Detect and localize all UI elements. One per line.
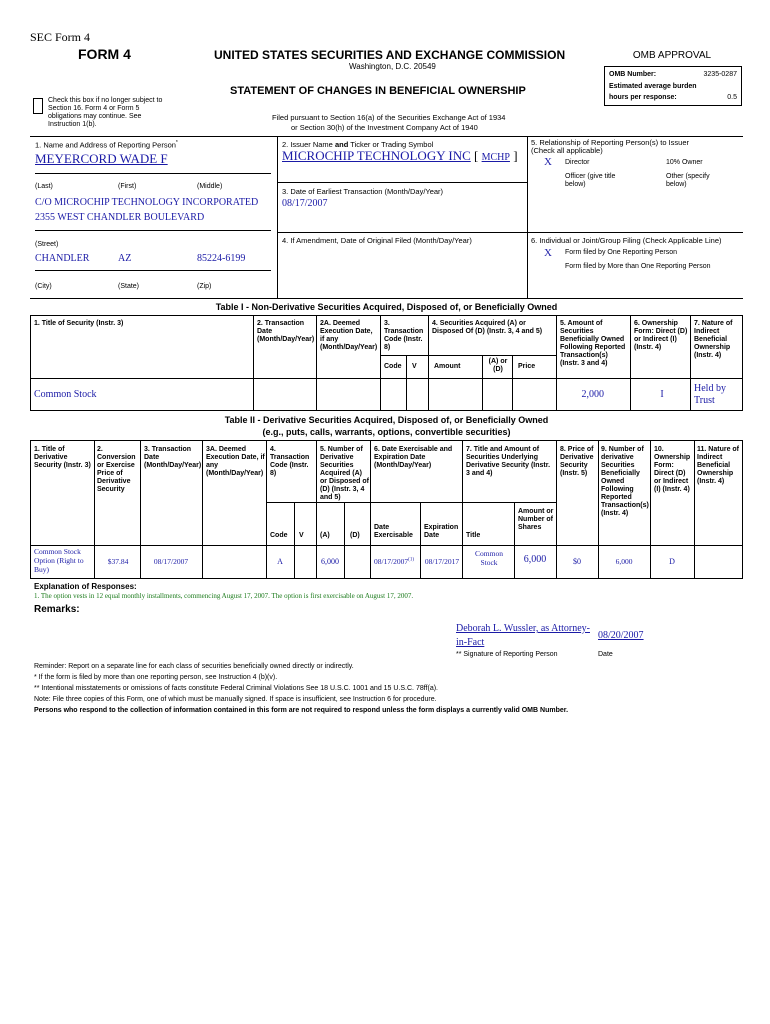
t2-h11: 11. Nature of Indirect Beneficial Ownership (Instr. 4) xyxy=(697,446,740,485)
t2-h5: 5. Number of Derivative Securities Acquired (A) or Disposed of (D) (Instr. 3, 4 and 5) xyxy=(320,446,370,501)
t1-h3: 3. Transaction Code (Instr. 8) xyxy=(384,320,424,351)
omb-number-value: 3235-0287 xyxy=(703,71,737,78)
director-x[interactable]: X xyxy=(544,156,552,168)
t1-row-amount-owned: 2,000 xyxy=(581,389,604,400)
zip-label: (Zip) xyxy=(197,283,212,290)
first-label: (First) xyxy=(118,183,137,190)
t2-h1: 1. Title of Derivative Security (Instr. 3) xyxy=(34,446,91,469)
no-longer-subject-checkbox[interactable] xyxy=(33,98,43,114)
filed-pursuant-1: Filed pursuant to Section 16(a) of the Securities Exchange Act of 1934 xyxy=(272,113,506,122)
ticker-symbol[interactable]: MCHP xyxy=(481,152,510,163)
address-line-2: 2355 WEST CHANDLER BOULEVARD xyxy=(35,212,205,223)
street-label: (Street) xyxy=(35,241,59,248)
t2-row-ownership: D xyxy=(669,557,675,566)
t2-sub-amount: Amount or Number of Shares xyxy=(518,508,554,531)
t1-h2: 2. Transaction Date (Month/Day/Year) xyxy=(257,320,315,343)
t1-sub-code: Code xyxy=(384,363,402,370)
table2-title-1: Table II - Derivative Securities Acquired, Disposed of, or Beneficially Owned xyxy=(224,415,549,425)
omb-title: OMB APPROVAL xyxy=(632,50,712,61)
t2-row-title: Common Stock Option (Right to Buy) xyxy=(34,547,84,574)
statement-title: STATEMENT OF CHANGES IN BENEFICIAL OWNERSHIP xyxy=(230,85,526,97)
t1-row-nature: Held by Trust xyxy=(694,383,726,406)
middle-label: (Middle) xyxy=(197,183,223,190)
box3-label: 3. Date of Earliest Transaction (Month/Day/Year) xyxy=(282,187,444,196)
t1-row-title: Common Stock xyxy=(34,389,97,400)
omb-number-label: OMB Number: xyxy=(609,71,657,78)
signature-label: ** Signature of Reporting Person xyxy=(456,651,558,658)
date-label: Date xyxy=(598,651,613,658)
t2-sub-d: (D) xyxy=(350,532,360,539)
t2-row-deriv-price: $0 xyxy=(573,557,581,566)
t2-row-exercisable: 08/17/2007$^{(1)}$ xyxy=(374,557,415,566)
omb-hours-label: hours per response: xyxy=(609,94,677,101)
note-omb: Persons who respond to the collection of information contained in this form are not required to respond unless the form displays a currently valid OMB Number. xyxy=(34,707,569,714)
officer-label: Officer (give title below) xyxy=(565,173,616,188)
t1-h6: 6. Ownership Form: Direct (D) or Indirect (I) (Instr. 4) xyxy=(634,320,688,351)
city-value: CHANDLER xyxy=(35,253,90,264)
t1-h1: 1. Title of Security (Instr. 3) xyxy=(34,320,124,327)
t2-h9: 9. Number of derivative Securities Beneficially Owned Following Reported Transaction(s) (Instr. 4) xyxy=(601,446,649,517)
reporting-person-name[interactable]: MEYERCORD WADE F xyxy=(35,151,168,166)
t2-sub-title: Title xyxy=(466,532,481,539)
t2-sub-v: V xyxy=(299,532,304,539)
sec-form-label: SEC Form 4 xyxy=(30,30,91,44)
t2-row-underlying-title: Common Stock xyxy=(475,549,503,567)
t2-h6: 6. Date Exercisable and Expiration Date (Month/Day/Year) xyxy=(374,446,453,469)
t2-row-code: A xyxy=(277,557,283,566)
t2-h7: 7. Title and Amount of Securities Underlying Derivative Security (Instr. 3 and 4) xyxy=(466,446,551,477)
t1-sub-amount: Amount xyxy=(434,363,461,370)
explanation-label: Explanation of Responses: xyxy=(34,582,137,591)
t2-sub-a: (A) xyxy=(320,532,330,539)
filed-pursuant-2: or Section 30(h) of the Investment Company Act of 1940 xyxy=(291,123,478,132)
other-label: Other (specify below) xyxy=(666,173,710,188)
omb-hours-value: 0.5 xyxy=(727,94,737,101)
state-label: (State) xyxy=(118,283,140,290)
remarks-label: Remarks: xyxy=(34,604,80,615)
omb-burden-label: Estimated average burden xyxy=(609,83,697,90)
director-label: Director xyxy=(565,159,590,166)
t2-row-acquired: 6,000 xyxy=(321,557,339,566)
t1-sub-v: V xyxy=(412,363,417,370)
table2-title-2: (e.g., puts, calls, warrants, options, convertible securities) xyxy=(262,427,511,437)
t2-row-underlying-amount: 6,000 xyxy=(523,554,547,565)
box4-label: 4. If Amendment, Date of Original Filed (Month/Day/Year) xyxy=(282,236,472,245)
note-criminal: ** Intentional misstatements or omissions of facts constitute Federal Criminal Violations See 18 U.S.C. 1001 and 15 U.S.C. 78ff(a). xyxy=(34,685,438,692)
agency-title: UNITED STATES SECURITIES AND EXCHANGE COMMISSION xyxy=(214,48,566,62)
t2-h10: 10. Ownership Form: Direct (D) or Indirect (I) (Instr. 4) xyxy=(654,446,691,493)
t1-sub-price: Price xyxy=(518,363,536,370)
issuer-name[interactable]: MICROCHIP TECHNOLOGY INC xyxy=(282,148,471,163)
t2-h3a: 3A. Deemed Execution Date, if any (Month/Day/Year) xyxy=(206,446,265,477)
explanation-1: 1. The option vests in 12 equal monthly installments, commencing August 17, 2007. The option is first exercisable on August 17, 2007. xyxy=(34,592,414,600)
t2-h8: 8. Price of Derivative Security (Instr. 5) xyxy=(560,446,594,477)
signature: Deborah L. Wussler, as Attorney- in-Fact xyxy=(456,623,590,648)
footnote-ref[interactable]: (1) xyxy=(408,557,415,563)
omb-box xyxy=(604,66,742,106)
t1-sub-aord: (A) or (D) xyxy=(488,358,508,373)
agency-city: Washington, D.C. 20549 xyxy=(349,62,436,71)
signature-date: 08/20/2007 xyxy=(598,630,644,641)
t2-row-price: $37.84 xyxy=(107,557,129,566)
t1-h4: 4. Securities Acquired (A) or Disposed Of (D) (Instr. 3, 4 and 5) xyxy=(432,320,543,335)
box6-label: 6. Individual or Joint/Group Filing (Check Applicable Line) xyxy=(531,236,722,245)
box2-label: 2. Issuer Name and Ticker or Trading Symbol xyxy=(282,140,434,149)
checkbox-text: Check this box if no longer subject to Section 16. Form 4 or Form 5 obligations may continue. See Instruction 1(b). xyxy=(48,97,163,128)
zip-value: 85224-6199 xyxy=(197,253,246,264)
more-person-label: Form filed by More than One Reporting Person xyxy=(565,263,711,270)
last-label: (Last) xyxy=(35,183,53,190)
t1-h2a: 2A. Deemed Execution Date, if any (Month/Day/Year) xyxy=(320,320,378,351)
t2-row-expiration: 08/17/2017 xyxy=(424,557,460,566)
t2-h4: 4. Transaction Code (Instr. 8) xyxy=(270,446,310,477)
t2-h2: 2. Conversion or Exercise Price of Derivative Security xyxy=(97,446,136,493)
note-multiple: * If the form is filed by more than one reporting person, see Instruction 4 (b)(v). xyxy=(34,674,278,681)
t1-h7: 7. Nature of Indirect Beneficial Ownership (Instr. 4) xyxy=(694,320,733,359)
box1-label: 1. Name and Address of Reporting Person* xyxy=(35,140,178,150)
t2-sub-expiration: Expiration Date xyxy=(424,524,459,539)
table1-title: Table I - Non-Derivative Securities Acquired, Disposed of, or Beneficially Owned xyxy=(215,302,558,312)
box5-label: 5. Relationship of Reporting Person(s) to Issuer (Check all applicable) xyxy=(531,138,689,155)
t2-row-owned: 6,000 xyxy=(615,557,633,566)
one-person-label: Form filed by One Reporting Person xyxy=(565,249,678,256)
note-reminder: Reminder: Report on a separate line for each class of securities beneficially owned directly or indirectly. xyxy=(34,663,354,670)
address-line-1: C/O MICROCHIP TECHNOLOGY INCORPORATED xyxy=(35,197,259,208)
earliest-transaction-date: 08/17/2007 xyxy=(282,198,328,209)
t2-sub-code: Code xyxy=(270,532,288,539)
state-value: AZ xyxy=(118,253,132,264)
city-label: (City) xyxy=(35,283,52,290)
issuer-name-ticker: MICROCHIP TECHNOLOGY INC [ MCHP ] xyxy=(282,148,518,163)
t2-row-date: 08/17/2007 xyxy=(153,557,189,566)
one-person-x[interactable]: X xyxy=(544,247,552,259)
note-copies: Note: File three copies of this Form, one of which must be manually signed. If space is insufficient, see Instruction 6 for procedure. xyxy=(34,696,437,703)
form-title: FORM 4 xyxy=(78,46,131,62)
ten-pct-owner-label: 10% Owner xyxy=(666,159,703,166)
t2-sub-exercisable: Date Exercisable xyxy=(374,524,413,539)
t1-row-ownership: I xyxy=(660,389,664,400)
t2-h3: 3. Transaction Date (Month/Day/Year) xyxy=(144,446,202,469)
t1-h5: 5. Amount of Securities Beneficially Owned Following Reported Transaction(s) (Instr. 3 and 4) xyxy=(560,320,626,367)
